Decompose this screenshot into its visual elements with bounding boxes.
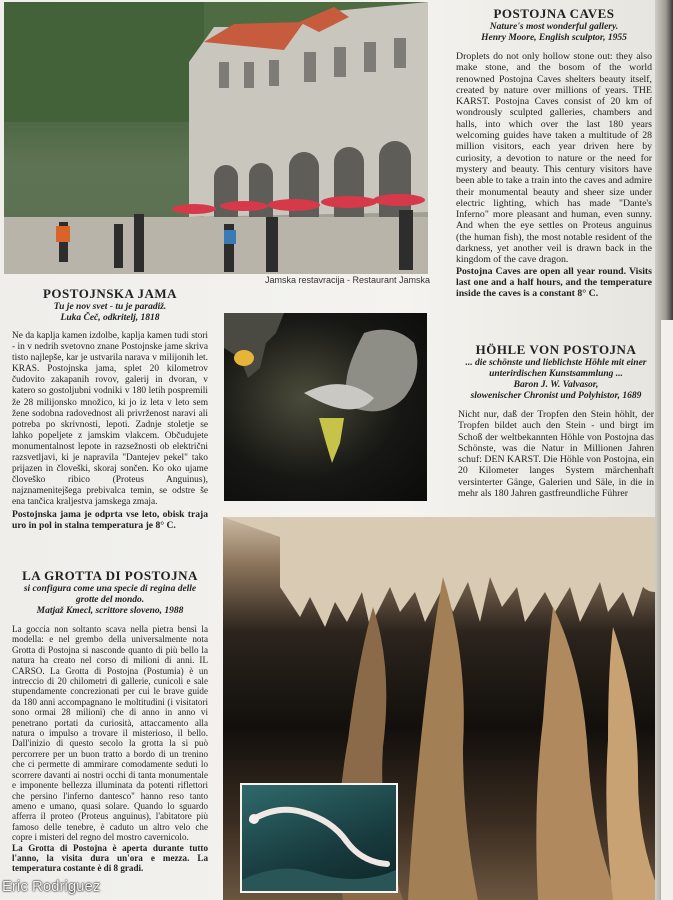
slovene-quote: Tu je nov svet - tu je paradiž. xyxy=(53,302,167,312)
italian-section xyxy=(12,568,208,874)
english-section xyxy=(456,6,652,300)
proteus-illustration xyxy=(242,785,396,891)
english-body: Droplets do not only hollow stone out: they also make stone, and the bosom of the world renowned Postojna Caves shelters beauty itself, created by nature over millions of years. THE KARST. Postojna Caves consist of 20 km of wondrously sculpted galleries, chambers and halls, into which over the last 180 years welcoming guides have taken a multitude of 28 million visitors, each year driven here by curiosity, a devotion to nature or the need for mystery and beauty. This century visitors have been able to take a train into the caves and admire their monumental beauty and sheer size under electric lighting, which has made "Dante's Inferno" more pleasant and human, even sunny. And when the eye settles on Proteus anguinus (the human fish), the most notable resident of the darkness, yet another veil is drawn back in the kingdom of the cave dragon. xyxy=(456,51,652,266)
page-gutter xyxy=(655,0,673,900)
italian-author: Matjaž Kmecl, scrittore sloveno, 1988 xyxy=(36,606,184,616)
slovene-author: Luka Čeč, odkritelj, 1818 xyxy=(60,313,160,323)
italian-closing: La Grotta di Postojna è aperta durante tutto l'anno, la visita dura un'ora e mezza. La temperatura costante è di 8 gradi. xyxy=(12,842,208,874)
slovene-body: Ne da kaplja kamen izdolbe, kaplja kamen tudi stori - in v nedrih svetovno znane Postojnske jame skriva tisto najlepše, kar je ustvarila narava v milijonih let. KRAS. Postojnska jama, splet 20 kilometrov čudovito zakapanih rovov, galerij in dvoran, v katero so gostoljubni vodniki v 180 letih pospremili že 28 milijonsko množico, ki jo iz leta v leto sem žene sodobna radovednost ali privrženost naravi ali potreba po skrivnosti, lepoti. Zadnje stoletje se lahko popeljete z jamskim vlakcem. Občudujete monumentalnost lepote in razsežnosti ob električni razsvetljavi, ki je napravila "Dantejev pekel" tako prijazen in človeški, skoraj sončen. Ko oko ujame človeško ribico (Proteus Anguinus), najznamenitejšega prebivalca temin, se odstre še ena tančica kraljestva jamskega zmaja. xyxy=(12,331,208,508)
english-quote: Nature's most wonderful gallery. xyxy=(489,22,619,32)
restaurant-photo xyxy=(4,2,428,274)
german-title: HÖHLE VON POSTOJNA xyxy=(475,342,637,357)
german-quote: ... die schönste und lieblichste Höhle mit einer unterirdischen Kunstsammlung ... xyxy=(465,358,647,379)
restaurant-illustration xyxy=(4,2,428,274)
german-section xyxy=(458,342,654,499)
proteus-photo xyxy=(240,783,398,893)
photographer-watermark: Eric Rodriguez xyxy=(2,878,101,895)
italian-title: LA GROTTA DI POSTOJNA xyxy=(22,568,198,583)
cave-stalactite-illustration xyxy=(224,313,427,501)
english-author: Henry Moore, English sculptor, 1955 xyxy=(481,33,627,43)
german-body: Nicht nur, daß der Tropfen den Stein höhlt, der Tropfen bildet auch den Stein - und birgt im Schoß der weltbekannten Höhle von Postojna das Schönste, was die Natur in Millionen Jahren schuf: DEN KARST. Die Höhle von Postojna, ein 20 Kilometer langes System märchenhaft versinterter Gänge, Galerien und Säle, in die in mehr als 180 Jahren gastfreundliche Führer xyxy=(458,409,655,500)
slovene-section xyxy=(12,286,208,531)
italian-body: La goccia non soltanto scava nella pietra bensì la modella: e nel grembo della universalmente nota Grotta di Postojna si nasconde quanto di più bello la natura ha creato nel corso di milioni di anni. IL CARSO. La Grotta di Postojna (Postumia) è un intreccio di 20 chilometri di gallerie, cunicoli e sale stupendamente concrezionati per cui le brave guide da 180 anni accompagnano le moltitudini (i visitatori sono ormai 28 milioni) che di anno in anno vi penetrano portati da curiosità, attaccamento alla natura o impulso a trovare il misterioso, il bello. Dall'inizio di questo secolo la grotta la si può percorrere per un buon tratto a bordo di un trenino che ci permette di ammirare comodamente seduti lo scorrere davanti ai nostri occhi di tanta monumentale e imponente bellezza illuminata da potenti riflettori che persino l'inferno dantesco" hanno reso tanto ameno e umano, quasi solare. Quando lo sguardo afferra il proteo (Proteus anguinus), l'abitatore più famoso delle tenebre, è caduto un altro velo che copre i misteri del regno del mostro cavernicolo. xyxy=(12,624,208,843)
cave-stalactite-photo xyxy=(224,313,427,501)
english-title: POSTOJNA CAVES xyxy=(493,6,615,21)
italian-quote: si configura come una specie di regina delle grotte del mondo. xyxy=(23,584,197,605)
german-author-role: slowenischer Chronist und Polyhistor, 1689 xyxy=(470,391,642,401)
german-author-name: Baron J. W. Valvasor, xyxy=(513,380,599,390)
slovene-title: POSTOJNSKA JAMA xyxy=(42,286,178,301)
english-closing: Postojna Caves are open all year round. Visits last one and a half hours, and the temperature inside the caves is a constant 8° C. xyxy=(456,265,652,300)
slovene-closing: Postojnska jama je odprta vse leto, obisk traja uro in pol in stalna temperatura je 8° C. xyxy=(12,508,208,531)
photo-caption: Jamska restavracija - Restaurant Jamska xyxy=(264,275,430,285)
